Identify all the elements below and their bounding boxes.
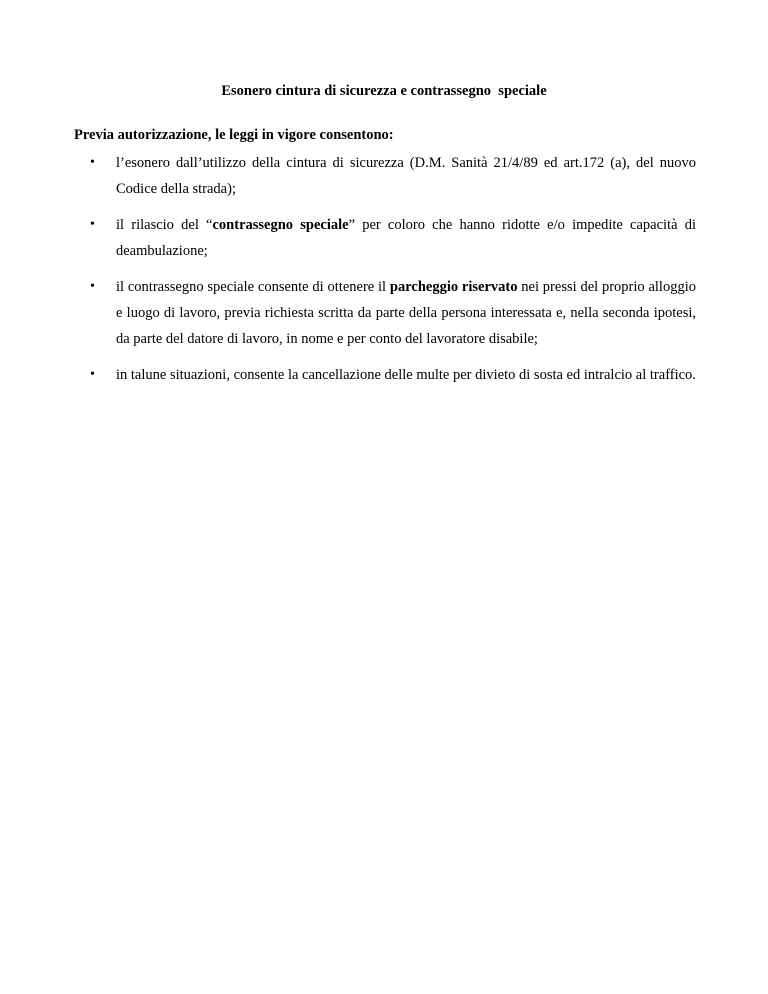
item-bold-text: contrassegno speciale: [212, 217, 349, 233]
bullet-icon: •: [90, 217, 95, 232]
list-item: [90, 212, 697, 264]
item-text: l’esonero dall’utilizzo della cintura di sicurezza (D.M. Sanità 21/4/89 ed art.172 (a), del nuovo Codice della strada);: [116, 155, 696, 197]
item-text: in talune situazioni, consente la cancellazione delle multe per divieto di sosta ed intralcio al traffico.: [116, 367, 696, 383]
bullet-icon: •: [90, 279, 95, 294]
item-text: il rilascio del “: [116, 217, 213, 233]
list-item: [90, 274, 696, 352]
bullet-icon: •: [90, 155, 95, 170]
item-bold-text: parcheggio riservato: [389, 279, 518, 295]
list-item: [90, 362, 696, 388]
bullet-list: [0, 150, 696, 398]
list-item: [90, 150, 696, 202]
intro-heading: Previa autorizzazione, le leggi in vigore consentono:: [74, 127, 394, 143]
item-text: il contrassegno speciale consente di ottenere il: [116, 279, 390, 295]
item-text: ” per coloro che hanno ridotte e/o impedite capacità di deambulazione;: [116, 217, 697, 259]
document-title: Esonero cintura di sicurezza e contrassegno speciale: [221, 83, 547, 99]
bullet-icon: •: [90, 367, 95, 382]
item-text: nei pressi del proprio alloggio e luogo di lavoro, previa richiesta scritta da parte della persona interessata e, nella seconda ipotesi, da parte del datore di lavoro, in nome e per conto del lavoratore disabile;: [116, 279, 696, 347]
